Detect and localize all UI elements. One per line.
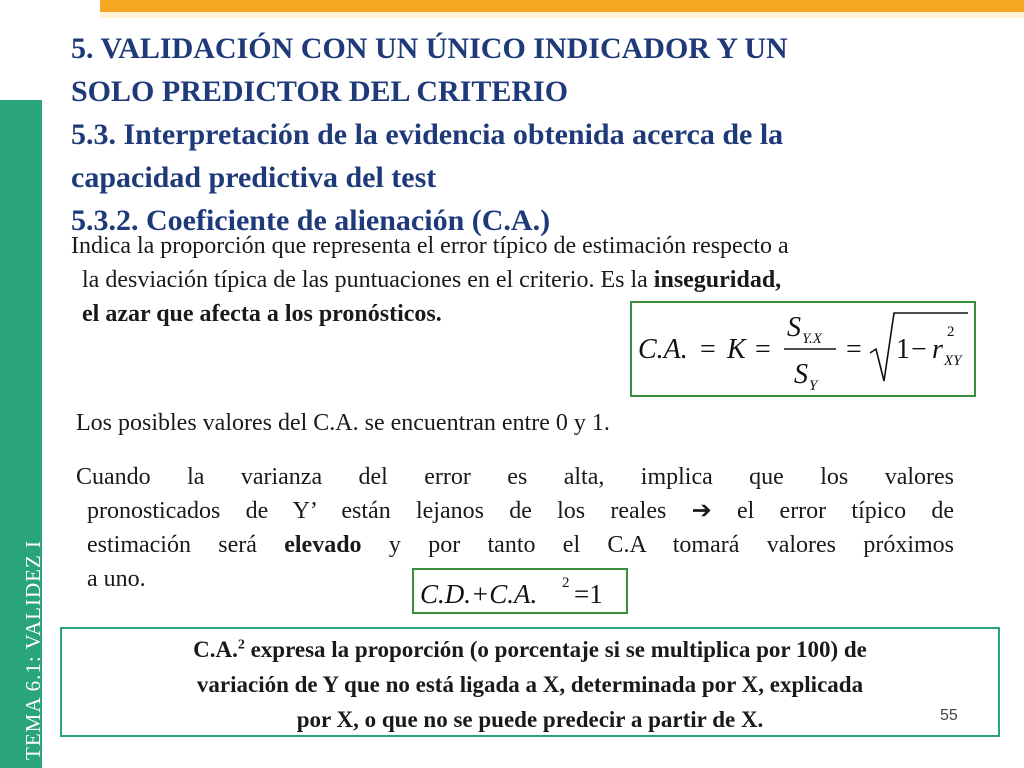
- definition-line-2-text: la desviación típica de las puntuaciones en el criterio. Es la: [82, 267, 654, 293]
- variance-line-3b: y por tanto el C.A tomará valores próximos: [361, 532, 954, 558]
- definition-emphasis-2: el azar que afecta a los pronósticos.: [82, 301, 442, 327]
- arrow-icon: ➔: [691, 498, 712, 524]
- formula-one: 1: [896, 334, 910, 365]
- note-part-1: C.A.: [193, 637, 238, 662]
- variance-line-2: [76, 494, 954, 528]
- note-line-3: por X, o que no se puede predecir a partir de X.: [296, 707, 764, 732]
- variance-line-3a: estimación será: [87, 532, 285, 558]
- top-accent-stripe: [100, 12, 1024, 18]
- formula-r-sub: XY: [944, 353, 962, 369]
- formula-ca: [632, 303, 974, 395]
- formula-r: r: [932, 334, 943, 365]
- side-label: TEMA 6.1: VALIDEZ I: [21, 539, 45, 760]
- variance-line-3: [76, 528, 954, 562]
- note-part-2: expresa la proporción (o porcentaje si se multiplica por 100) de: [244, 637, 867, 662]
- title-line-1: 5. VALIDACIÓN CON UN ÚNICO INDICADOR Y UN: [71, 32, 788, 65]
- top-accent-bar: [100, 0, 1024, 12]
- variance-line-4: a uno.: [87, 566, 146, 592]
- formula-lhs: C.A.: [638, 334, 688, 365]
- definition-emphasis: inseguridad,: [653, 267, 782, 293]
- formula-box-ca: [630, 301, 976, 397]
- formula-box-cd: [412, 568, 628, 614]
- variance-line-2a: pronosticados de Y’ están lejanos de los reales: [87, 498, 692, 524]
- title-line-3: 5.3. Interpretación de la evidencia obtenida acerca de la: [71, 118, 784, 151]
- variance-line-1: Cuando la varianza del error es alta, implica que los valores: [76, 464, 954, 490]
- formula-minus: −: [911, 334, 927, 365]
- page-number: 55: [940, 707, 958, 724]
- formula-denominator: S: [794, 359, 808, 390]
- formula-k: K: [727, 334, 746, 365]
- variance-emphasis: elevado: [284, 532, 362, 558]
- formula-cd: [414, 570, 626, 612]
- note-line-2: variación de Y que no está ligada a X, determinada por X, explicada: [196, 672, 864, 697]
- definition-line-2: [71, 263, 1021, 297]
- formula-eq-2: =: [755, 334, 771, 365]
- note-sup: 2: [237, 637, 245, 653]
- formula-denominator-sub: Y: [809, 378, 818, 394]
- variance-line-2b: el error típico de: [711, 498, 954, 524]
- formula-numerator-sub: Y.X: [802, 331, 822, 347]
- title-line-2: SOLO PREDICTOR DEL CRITERIO: [71, 75, 569, 108]
- range-text: Los posibles valores del C.A. se encuentran entre 0 y 1.: [76, 410, 610, 436]
- note-text: [70, 632, 990, 737]
- formula-eq-1: =: [700, 334, 716, 365]
- formula-eq-3: =: [846, 334, 862, 365]
- formula-cd-sup: 2: [562, 575, 570, 591]
- formula-cd-lhs: C.D.+C.A.: [420, 579, 538, 609]
- title-line-4: capacidad predictiva del test: [71, 161, 437, 194]
- title-line-5: 5.3.2. Coeficiente de alienación (C.A.): [71, 204, 551, 237]
- slide-title: [71, 27, 971, 242]
- formula-r-sup: 2: [947, 324, 955, 340]
- formula-numerator: S: [787, 312, 801, 343]
- formula-cd-rhs: =1: [574, 579, 603, 609]
- definition-line-1: Indica la proporción que representa el error típico de estimación respecto a: [71, 233, 789, 259]
- note-line-1: [70, 632, 990, 667]
